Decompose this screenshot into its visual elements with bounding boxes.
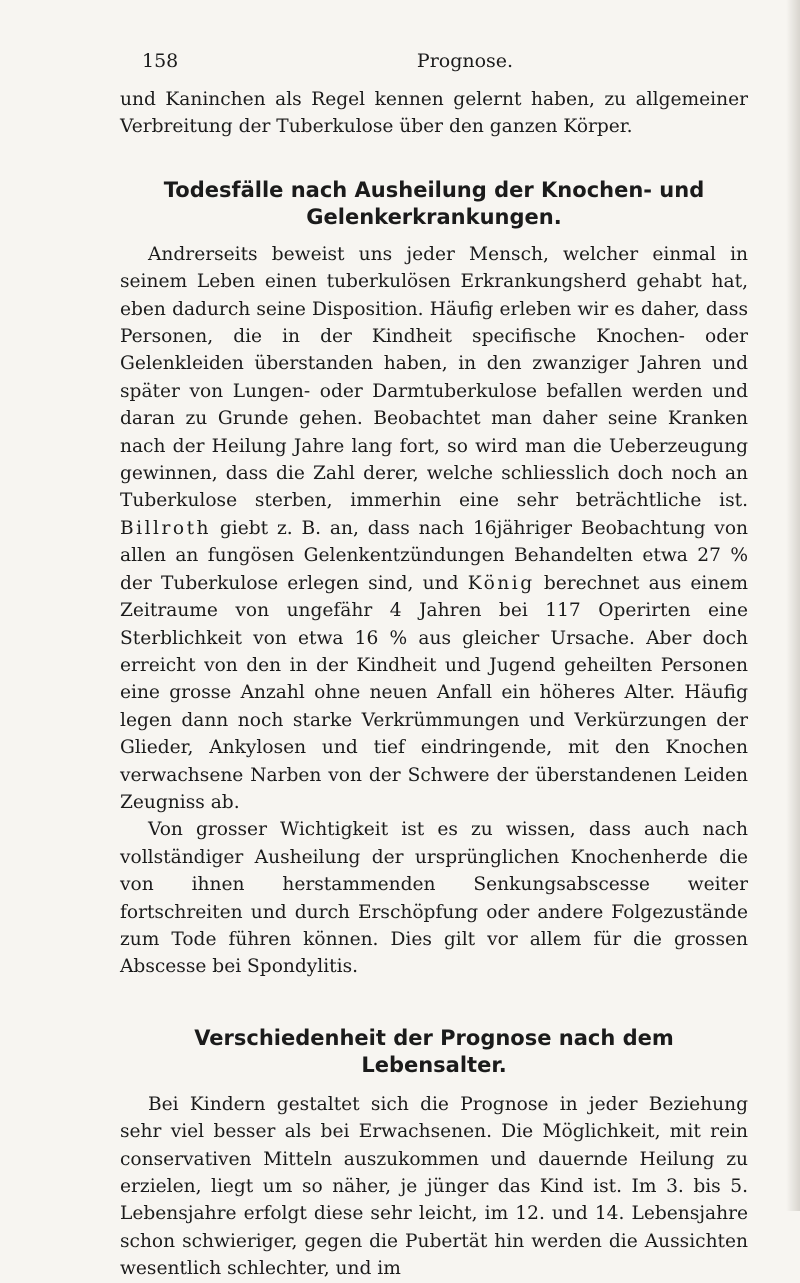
body-text xyxy=(120,86,748,1283)
page-edge-shadow xyxy=(786,0,800,1211)
running-head xyxy=(120,50,750,76)
author-name-koenig: König xyxy=(467,572,535,594)
paragraph-text: berechnet aus einem Zeitraume von ungefähr 4 Jahren bei 117 Operirten eine Sterblichkeit von etwa 16 % aus gleicher Ursache. Aber doch erreicht von den in der Kindheit und Jugend geheilten Personen eine grosse Anzahl ohne neuen Anfall ein höheres Alter. Häufig legen dann noch starke Verkrümmungen und Verkürzungen der Glieder, Ankylosen und tief eindringende, mit den Knochen verwachsene Narben von der Schwere der überstandenen Leiden Zeugniss ab. xyxy=(120,572,748,813)
page-number: 158 xyxy=(142,50,179,72)
running-title: Prognose. xyxy=(416,50,514,72)
paragraph-text: giebt z. B. an, dass nach 16jähriger Beobachtung von allen an fungösen Gelenkentzündungen Behandelten etwa 27 % der Tuberkulose erlegen sind, und xyxy=(120,517,748,594)
author-name-billroth: Billroth xyxy=(120,517,212,539)
section-heading-death-cases: Todesfälle nach Ausheilung der Knochen- und Gelenkerkrankungen. xyxy=(163,177,705,229)
section-heading-age: Verschiedenheit der Prognose nach dem Lebensalter. xyxy=(194,1025,674,1077)
paragraph-disposition xyxy=(120,241,748,817)
paragraph-text: Andrerseits beweist uns jeder Mensch, welcher einmal in seinem Leben einen tuberkulösen Erkrankungsherd gehabt hat, eben dadurch seine Disposition. Häufig erleben wir es daher, dass Personen, die in der Kindheit specifische Knochen- oder Gelenkleiden überstanden haben, in den zwanziger Jahren und später von Lungen- oder Darmtuberkulose befallen werden und daran zu Grunde gehen. Beobachtet man daher seine Kranken nach der Heilung Jahre lang fort, so wird man die Ueberzeugung gewinnen, dass die Zahl derer, welche schliesslich doch noch an Tuberkulose sterben, immerhin eine sehr beträchtliche ist. xyxy=(120,243,748,512)
paragraph-abscesses: Von grosser Wichtigkeit ist es zu wissen, dass auch nach vollständiger Ausheilung der ursprünglichen Knochenherde die von ihnen herstammenden Senkungsabscesse weiter fortschreiten und durch Erschöpfung oder andere Folgezustände zum Tode führen können. Dies gilt vor allem für die grossen Abscesse bei Spondylitis. xyxy=(120,819,748,978)
intro-paragraph: und Kaninchen als Regel kennen gelernt haben, zu allgemeiner Verbreitung der Tuberkulose über den ganzen Körper. xyxy=(120,89,748,138)
paragraph-children: Bei Kindern gestaltet sich die Prognose in jeder Beziehung sehr viel besser als bei Erwachsenen. Die Möglichkeit, mit rein conservativen Mitteln auszukommen und dauernde Heilung zu erzielen, liegt um so näher, je jünger das Kind ist. Im 3. bis 5. Lebensjahre erfolgt diese sehr leicht, im 12. und 14. Lebensjahre schon schwieriger, gegen die Pubertät hin werden die Aussichten wesentlich schlechter, und im xyxy=(120,1093,748,1280)
